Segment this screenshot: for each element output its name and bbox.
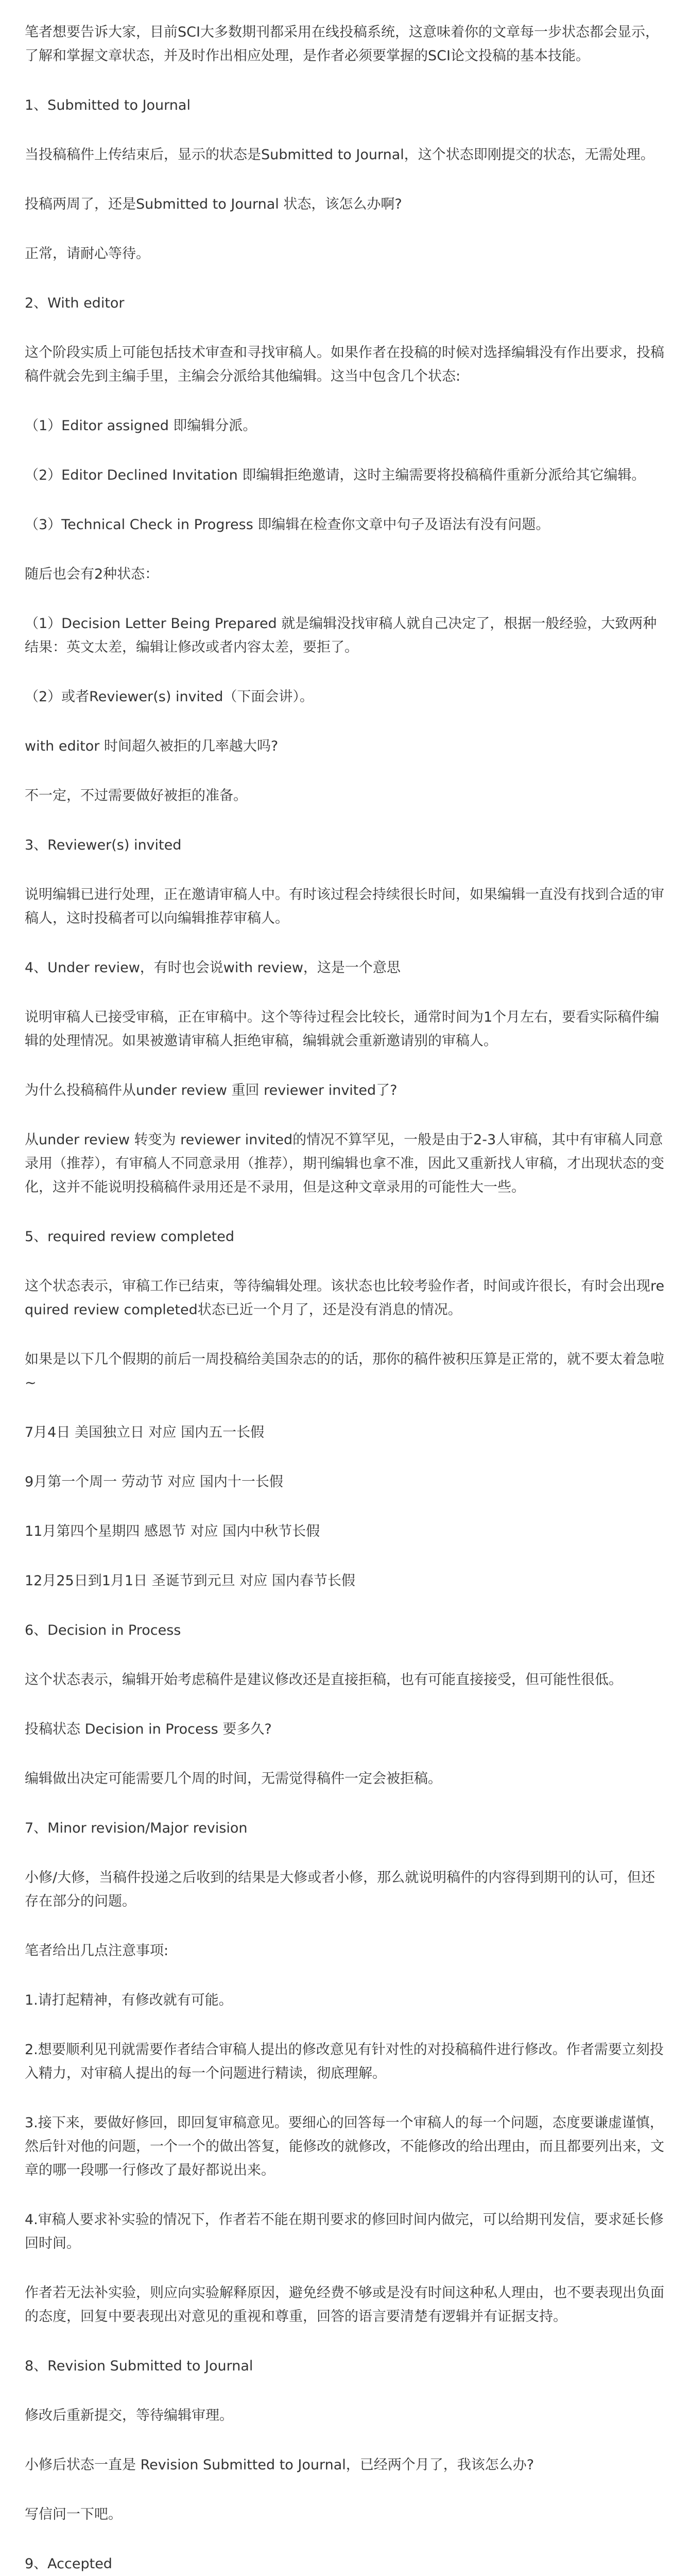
article-paragraph: 3、Reviewer(s) invited [25, 837, 182, 853]
article-paragraph: （2）或者Reviewer(s) invited（下面会讲）。 [25, 689, 314, 705]
article-paragraph: 3.接下来，要做好修回，即回复审稿意见。要细心的回答每一个审稿人的每一个问题，态度要谦虚谨慎，然后针对他的问题，一个一个的做出答复，能修改的就修改，不能修改的给出理由，而且都要列出来，文章的哪一段哪一行修改了最好都说出来。 [25, 2115, 664, 2178]
article-paragraph: 不一定，不过需要做好被拒的准备。 [25, 788, 247, 804]
article-paragraph: 小修后状态一直是 Revision Submitted to Journal，已经两个月了，我该怎么办? [25, 2457, 534, 2473]
article-paragraph: 5、required review completed [25, 1229, 235, 1245]
article-paragraph: 为什么投稿稿件从under review 重回 reviewer invited了? [25, 1082, 398, 1098]
article-paragraph: 这个阶段实质上可能包括技术审查和寻找审稿人。如果作者在投稿的时候对选择编辑没有作出要求，投稿稿件就会先到主编手里，主编会分派给其他编辑。这当中包含几个状态: [25, 345, 664, 384]
article-paragraph: 作者若无法补实验，则应向实验解释原因，避免经费不够或是没有时间这种私人理由，也不要表现出负面的态度，回复中要表现出对意见的重视和尊重，回答的语言要清楚有逻辑并有证据支持。 [25, 2285, 664, 2325]
article-paragraph: 写信问一下吧。 [25, 2506, 122, 2522]
article-paragraph: 随后也会有2种状态： [25, 566, 159, 582]
article-paragraph: 11月第四个星期四 感恩节 对应 国内中秋节长假 [25, 1523, 320, 1539]
article-paragraph: 笔者给出几点注意事项: [25, 1943, 169, 1959]
article-paragraph: 7、Minor revision/Major revision [25, 1820, 248, 1836]
article-paragraph: 笔者想要告诉大家，目前SCI大多数期刊都采用在线投稿系统，这意味着你的文章每一步状态都会显示，了解和掌握文章状态，并及时作出相应处理，是作者必须要掌握的SCI论文投稿的基本技能。 [25, 24, 659, 64]
article-paragraph: 修改后重新提交，等待编辑审理。 [25, 2408, 233, 2424]
article-paragraph: 说明编辑已进行处理，正在邀请审稿人中。有时该过程会持续很长时间，如果编辑一直没有找到合适的审稿人，这时投稿者可以向编辑推荐审稿人。 [25, 887, 664, 926]
article-paragraph: 小修/大修，当稿件投递之后收到的结果是大修或者小修，那么就说明稿件的内容得到期刊的认可，但还存在部分的问题。 [25, 1870, 656, 1909]
article-paragraph: 4、Under review，有时也会说with review，这是一个意思 [25, 960, 401, 976]
article-paragraph: （2）Editor Declined Invitation 即编辑拒绝邀请，这时主编需要将投稿稿件重新分派给其它编辑。 [25, 467, 646, 483]
article-paragraph: 这个状态表示，审稿工作已结束，等待编辑处理。该状态也比较考验作者，时间或许很长，有时会出现required review completed状态已近一个月了，还是没有消息的情况。 [25, 1278, 665, 1318]
article-paragraph: 编辑做出决定可能需要几个周的时间，无需觉得稿件一定会被拒稿。 [25, 1771, 442, 1787]
article-paragraph: 1、Submitted to Journal [25, 97, 191, 113]
article-paragraph: （1）Editor assigned 即编辑分派。 [25, 418, 257, 434]
article-paragraph: with editor 时间超久被拒的几率越大吗? [25, 738, 279, 754]
article-paragraph: 12月25日到1月1日 圣诞节到元旦 对应 国内春节长假 [25, 1573, 355, 1589]
article-paragraph: 这个状态表示，编辑开始考虑稿件是建议修改还是直接拒稿，也有可能直接接受，但可能性很低。 [25, 1672, 623, 1688]
article-paragraph: 2、With editor [25, 295, 125, 311]
article-paragraph: 说明审稿人已接受审稿，正在审稿中。这个等待过程会比较长，通常时间为1个月左右，要看实际稿件编辑的处理情况。如果被邀请审稿人拒绝审稿，编辑就会重新邀请别的审稿人。 [25, 1009, 660, 1049]
article-paragraph: 2.想要顺利见刊就需要作者结合审稿人提出的修改意见有针对性的对投稿稿件进行修改。作者需要立刻投入精力，对审稿人提出的每一个问题进行精读，彻底理解。 [25, 2042, 664, 2081]
article-paragraph: 9、Accepted [25, 2556, 112, 2572]
article-paragraph: 投稿状态 Decision in Process 要多久? [25, 1721, 272, 1737]
article-paragraph: 9月第一个周一 劳动节 对应 国内十一长假 [25, 1474, 283, 1490]
article-paragraph: （1）Decision Letter Being Prepared 就是编辑没找审稿人就自己决定了，根据一般经验，大致两种结果：英文太差，编辑让修改或者内容太差，要拒了。 [25, 616, 657, 655]
article-paragraph: 从under review 转变为 reviewer invited的情况不算罕见，一般是由于2-3人审稿，其中有审稿人同意录用（推荐），有审稿人不同意录用（推荐），期刊编辑也拿不准，因此又重新找人审稿，才出现状态的变化，这并不能说明投稿稿件录用还是不录用，但是这种文章录用的可能性大一些。 [25, 1132, 664, 1195]
article-paragraph: 8、Revision Submitted to Journal [25, 2358, 253, 2374]
article-paragraph: 正常，请耐心等待。 [25, 246, 150, 262]
article-paragraph: 如果是以下几个假期的前后一周投稿给美国杂志的的话，那你的稿件被积压算是正常的，就不要太着急啦~ [25, 1351, 664, 1391]
article-paragraph: 投稿两周了，还是Submitted to Journal 状态，该怎么办啊? [25, 196, 402, 212]
article-paragraph: 4.审稿人要求补实验的情况下，作者若不能在期刊要求的修回时间内做完，可以给期刊发信，要求延长修回时间。 [25, 2212, 664, 2251]
article-paragraph: 6、Decision in Process [25, 1622, 181, 1638]
article-paragraph: 当投稿稿件上传结束后，显示的状态是Submitted to Journal，这个状态即刚提交的状态，无需处理。 [25, 147, 654, 163]
article-paragraph: 1.请打起精神，有修改就有可能。 [25, 1992, 233, 2008]
article-paragraph: （3）Technical Check in Progress 即编辑在检查你文章中句子及语法有没有问题。 [25, 517, 550, 533]
article-paragraph: 7月4日 美国独立日 对应 国内五一长假 [25, 1425, 265, 1440]
article-body [25, 21, 665, 2576]
